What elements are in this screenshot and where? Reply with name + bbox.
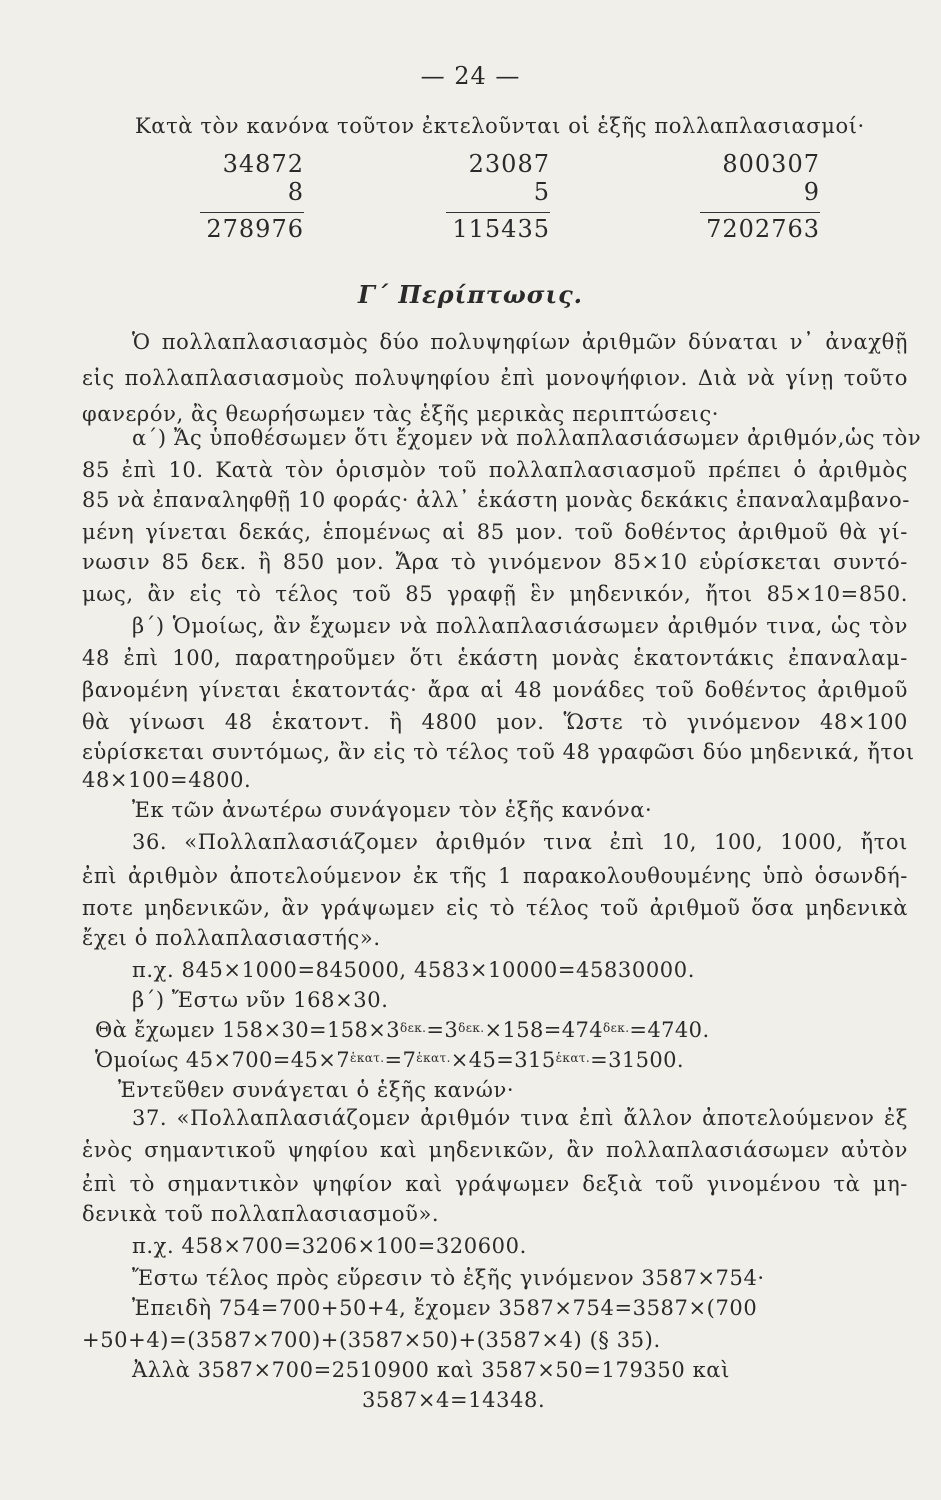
text-line: Ἐντεῦθεν συνάγεται ὁ ἑξῆς κανών· xyxy=(118,1078,515,1102)
multiplier: 9 xyxy=(803,178,820,206)
section-title: Γ΄ Περίπτωσις. xyxy=(357,280,584,309)
product: 115435 xyxy=(452,215,550,243)
multiplier: 5 xyxy=(533,178,550,206)
text-line: π.χ. 458×700=3206×100=320600. xyxy=(132,1234,527,1258)
equation-line: Θὰ ἔχωμεν $158\times 30=158\times 3^{\delta\varepsilon\kappa.}=3^{\delta\varepsilon\kappa.}\times 158=474^{\delta\varepsilon\kappa.}=4740$. xyxy=(95,1018,710,1042)
text-line: ἐπὶ τὸ σημαντικὸν ψηφίον καὶ γράψωμεν δεξιὰ τοῦ γινομένου τὰ μη- xyxy=(82,1172,908,1196)
text-line: 37. «Πολλαπλασιάζομεν ἀριθμόν τινα ἐπὶ ἄλλον ἀποτελούμενον ἐξ xyxy=(132,1106,908,1130)
text-line: Ἀλλὰ 3587×700=2510900 καὶ 3587×50=179350 καὶ xyxy=(132,1358,730,1382)
multiplier: 8 xyxy=(287,178,304,206)
text-line: εὑρίσκεται συντόμως, ἂν εἰς τὸ τέλος τοῦ 48 γραφῶσι δύο μηδενικά, ἤτοι xyxy=(82,740,915,764)
intro-line: Κατὰ τὸν κανόνα τοῦτον ἐκτελοῦνται οἱ ἑξῆς πολλαπλασιασμοί· xyxy=(135,114,865,138)
text-line: Ἔστω τέλος πρὸς εὕρεσιν τὸ ἑξῆς γινόμενον 3587×754· xyxy=(132,1266,765,1290)
text-line: μένη γίνεται δεκάς, ἑπομένως αἱ 85 μον. τοῦ δοθέντος ἀριθμοῦ θὰ γί- xyxy=(82,520,908,544)
text-line: φανερόν, ἂς θεωρήσωμεν τὰς ἑξῆς μερικὰς περιπτώσεις· xyxy=(82,402,720,426)
multiplication-rule xyxy=(446,212,550,213)
multiplicand: 23087 xyxy=(468,150,550,178)
product: 278976 xyxy=(206,215,304,243)
text-line: 48×100=4800. xyxy=(82,768,252,792)
text-line: 36. «Πολλαπλασιάζομεν ἀριθμόν τινα ἐπὶ 10, 100, 1000, ἤτοι xyxy=(132,830,908,854)
multiplication-block xyxy=(200,150,304,243)
text-line: βανομένη γίνεται ἑκατοντάς· ἄρα αἱ 48 μονάδες τοῦ δοθέντος ἀριθμοῦ xyxy=(82,678,908,702)
multiplication-block xyxy=(700,150,820,243)
text-line: 85 ἐπὶ 10. Κατὰ τὸν ὁρισμὸν τοῦ πολλαπλασιασμοῦ πρέπει ὁ ἀριθμὸς xyxy=(82,458,908,482)
text-line: π.χ. 845×1000=845000, 4583×10000=45830000. xyxy=(132,958,695,982)
text-line: δενικὰ τοῦ πολλαπλασιασμοῦ». xyxy=(82,1202,440,1226)
text-line: ποτε μηδενικῶν, ἂν γράψωμεν εἰς τὸ τέλος τοῦ ἀριθμοῦ ὅσα μηδενικὰ xyxy=(82,896,908,920)
text-line: β΄) Ὁμοίως, ἂν ἔχωμεν νὰ πολλαπλασιάσωμεν ἀριθμόν τινα, ὡς τὸν xyxy=(132,614,908,638)
text-line: μως, ἂν εἰς τὸ τέλος τοῦ 85 γραφῇ ἓν μηδενικόν, ἤτοι 85×10=850. xyxy=(82,582,908,606)
text-line: Ἐπειδὴ 754=700+50+4, ἔχομεν 3587×754=3587×(700 xyxy=(132,1296,758,1320)
multiplication-block xyxy=(446,150,550,243)
text-line: ἔχει ὁ πολλαπλασιαστής». xyxy=(82,926,381,950)
equation-line: Ὁμοίως $45\times 700=45\times 7^{ἑ\kappa\alpha\tau.}=7^{ἑ\kappa\alpha\tau.}\times 45=315^{ἑ\kappa\alpha\tau.}=31500$. xyxy=(95,1048,684,1072)
text-line: Ἐκ τῶν ἀνωτέρω συνάγομεν τὸν ἑξῆς κανόνα· xyxy=(132,798,653,822)
text-line: 48 ἐπὶ 100, παρατηροῦμεν ὅτι ἑκάστη μονὰς ἑκατοντάκις ἐπαναλαμ- xyxy=(82,646,908,670)
text-line: νωσιν 85 δεκ. ἢ 850 μον. Ἄρα τὸ γινόμενον 85×10 εὑρίσκεται συντό- xyxy=(82,550,908,574)
text-line: εἰς πολλαπλασιασμοὺς πολυψηφίου ἐπὶ μονοψήφιον. Διὰ νὰ γίνῃ τοῦτο xyxy=(82,366,908,390)
text-line: 85 νὰ ἐπαναληφθῇ 10 φοράς· ἀλλ᾽ ἑκάστη μονὰς δεκάκις ἐπαναλαμβανο- xyxy=(82,488,910,512)
product: 7202763 xyxy=(706,215,820,243)
text-line: ἑνὸς σημαντικοῦ ψηφίου καὶ μηδενικῶν, ἂν πολλαπλασιάσωμεν αὐτὸν xyxy=(82,1138,908,1162)
multiplicand: 34872 xyxy=(222,150,304,178)
text-line: β΄) Ἔστω νῦν 168×30. xyxy=(132,988,389,1012)
text-line: 3587×4=14348. xyxy=(362,1388,546,1412)
multiplication-rule xyxy=(200,212,304,213)
multiplication-rule xyxy=(700,212,820,213)
page-number: — 24 — xyxy=(420,62,521,90)
text-line: +50+4)=(3587×700)+(3587×50)+(3587×4) (§ 35). xyxy=(82,1328,661,1352)
text-line: Ὁ πολλαπλασιασμὸς δύο πολυψηφίων ἀριθμῶν δύναται ν᾽ ἀναχθῇ xyxy=(132,330,908,354)
text-line: θὰ γίνωσι 48 ἑκατοντ. ἢ 4800 μον. Ὥστε τὸ γινόμενον 48×100 xyxy=(82,710,908,734)
multiplicand: 800307 xyxy=(722,150,820,178)
text-line: α΄) Ἄς ὑποθέσωμεν ὅτι ἔχομεν νὰ πολλαπλασιάσωμεν ἀριθμόν,ὡς τὸν xyxy=(132,426,922,450)
text-line: ἐπὶ ἀριθμὸν ἀποτελούμενον ἐκ τῆς 1 παρακολουθουμένης ὑπὸ ὁσωνδή- xyxy=(82,864,908,888)
